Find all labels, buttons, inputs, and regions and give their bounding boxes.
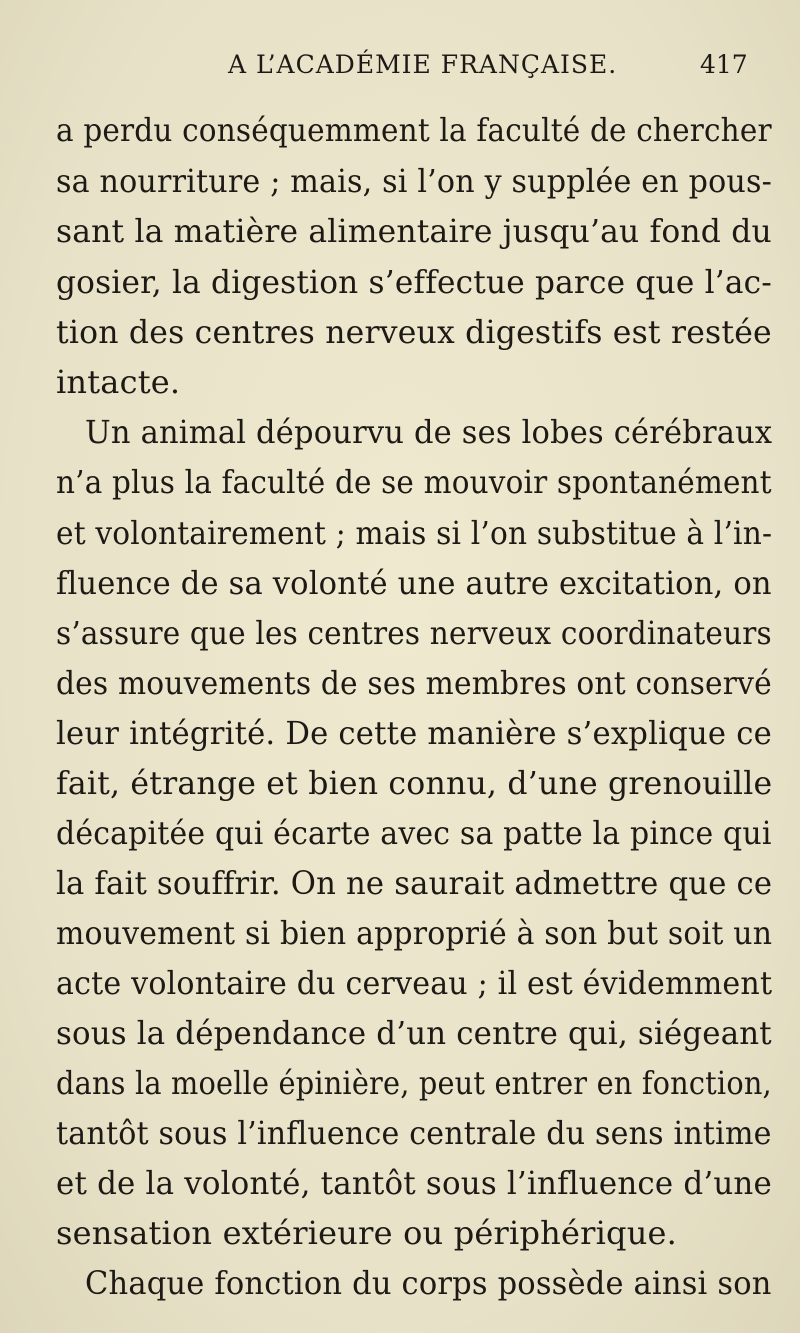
text-line: acte volontaire du cerveau ; il est évidemment xyxy=(56,964,773,1002)
text-line: gosier, la digestion s’effectue parce que l’ac- xyxy=(56,263,773,301)
text-line: n’a plus la faculté de se mouvoir spontanément xyxy=(56,463,772,501)
text-line: mouvement si bien approprié à son but soit un xyxy=(56,914,773,952)
text-line: et de la volonté, tantôt sous l’influence d’une xyxy=(56,1164,772,1202)
text-line: et volontairement ; mais si l’on substitue à l’in- xyxy=(56,514,773,552)
text-line: fluence de sa volonté une autre excitation, on xyxy=(56,564,772,602)
text-line: intacte. xyxy=(56,363,181,401)
text-line: a perdu conséquemment la faculté de chercher xyxy=(56,111,772,149)
text-line: fait, étrange et bien connu, d’une grenouille xyxy=(56,764,773,802)
text-line: la fait souffrir. On ne saurait admettre que ce xyxy=(56,864,773,902)
text-line: dans la moelle épinière, peut entrer en fonction, xyxy=(56,1064,772,1102)
paragraph-start-line: Chaque fonction du corps possède ainsi son xyxy=(85,1264,772,1302)
text-line: des mouvements de ses membres ont conservé xyxy=(56,664,772,702)
text-line: s’assure que les centres nerveux coordinateurs xyxy=(56,614,772,652)
text-line: sa nourriture ; mais, si l’on y supplée en pous- xyxy=(56,162,772,200)
page-number: 417 xyxy=(700,50,748,79)
text-line: leur intégrité. De cette manière s’explique ce xyxy=(56,714,772,752)
text-line: sensation extérieure ou périphérique. xyxy=(56,1214,678,1252)
paragraph-start-line: Un animal dépourvu de ses lobes cérébraux xyxy=(85,413,773,451)
running-title: A L’ACADÉMIE FRANÇAISE. xyxy=(228,50,618,79)
text-line: décapitée qui écarte avec sa patte la pince qui xyxy=(56,814,772,852)
text-line: sant la matière alimentaire jusqu’au fond du xyxy=(56,212,772,250)
text-line: sous la dépendance d’un centre qui, siégeant xyxy=(56,1014,772,1052)
text-line: tantôt sous l’influence centrale du sens intime xyxy=(56,1114,772,1152)
text-line: tion des centres nerveux digestifs est restée xyxy=(56,313,772,351)
running-header xyxy=(0,48,800,88)
